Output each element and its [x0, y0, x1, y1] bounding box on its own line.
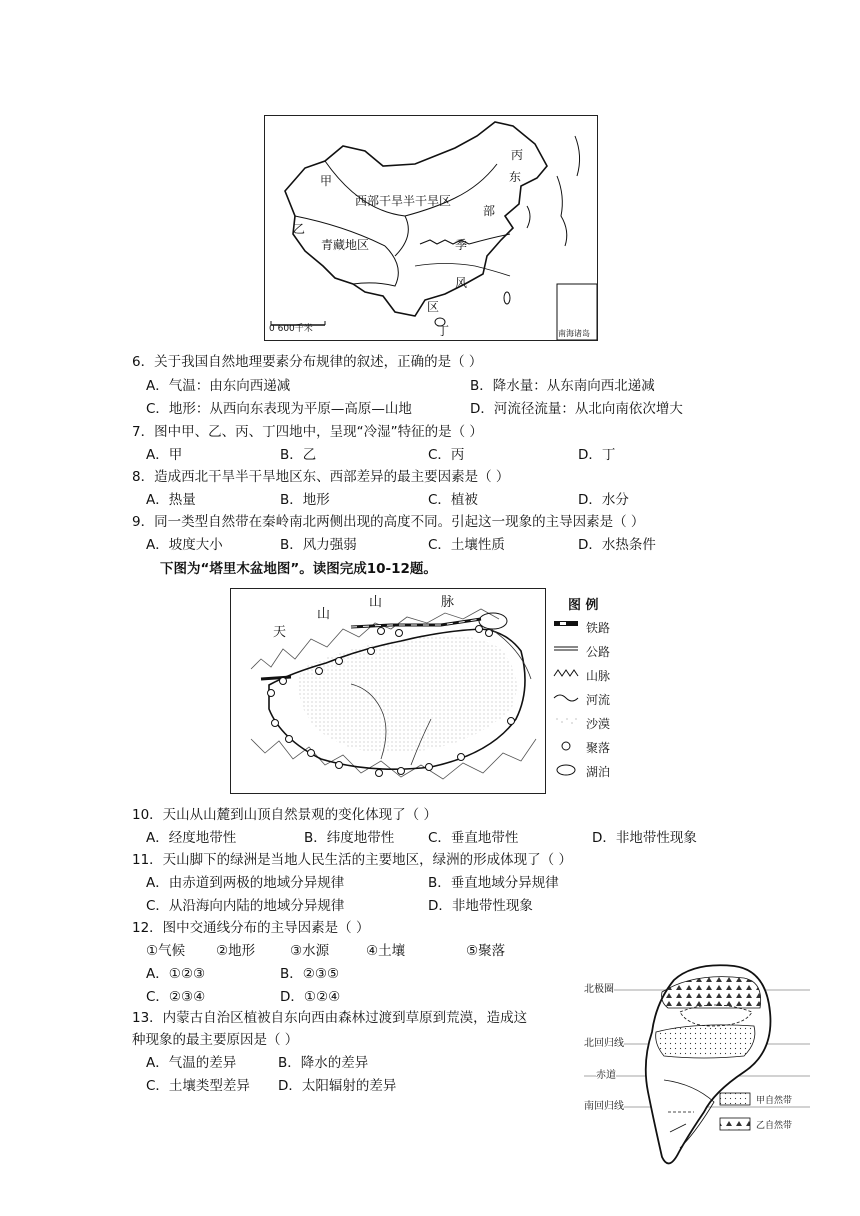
label-west-arid: 西部干旱半干旱区 — [355, 194, 452, 208]
q13-option-b: B．降水的差异 — [278, 1055, 369, 1071]
legend-zone-jia: 甲自然带 — [756, 1096, 793, 1106]
map-scale: 0 600千米 — [269, 324, 313, 334]
label-mai: 脉 — [441, 595, 455, 610]
legend-zone-yi: 乙自然带 — [756, 1121, 793, 1131]
label-ji: 季 — [455, 238, 468, 252]
q9-option-b: B．风力强弱 — [280, 537, 357, 553]
q8-stem: 8．造成西北干旱半干旱地区东、西部差异的最主要因素是（ ） — [132, 469, 510, 485]
label-tropic-capricorn: 南回归线 — [584, 1097, 624, 1112]
q13-option-d: D．太阳辐射的差异 — [278, 1078, 397, 1094]
continent-diagram — [584, 952, 810, 1184]
q10-option-c: C．垂直地带性 — [428, 830, 519, 846]
q12-factor-3: ③水源 — [290, 943, 330, 959]
legend-lake: 湖泊 — [586, 765, 611, 779]
legend-railway: 铁路 — [586, 621, 611, 635]
q12-option-c: C．②③④ — [146, 989, 206, 1005]
q12-factor-5: ⑤聚落 — [466, 943, 506, 959]
q7-option-a: A．甲 — [146, 447, 183, 463]
q9-option-a: A．坡度大小 — [146, 537, 223, 553]
label-ding: 丁 — [437, 324, 450, 338]
q11-option-c: C．从沿海向内陆的地域分异规律 — [146, 898, 345, 914]
legend-settlement: 聚落 — [586, 741, 611, 755]
inset-label: 南海诸岛 — [558, 329, 590, 338]
q13-stem-line1: 13．内蒙古自治区植被自东向西由森林过渡到草原到荒漠，造成这 — [132, 1010, 528, 1026]
legend-road: 公路 — [586, 645, 611, 659]
q6-option-c: C．地形：从西向东表现为平原—高原—山地 — [146, 401, 412, 417]
q10-option-a: A．经度地带性 — [146, 830, 237, 846]
q13-option-a: A．气温的差异 — [146, 1055, 237, 1071]
q13-option-c: C．土壤类型差异 — [146, 1078, 250, 1094]
legend-river: 河流 — [586, 693, 611, 707]
label-qingzang: 青藏地区 — [321, 238, 370, 252]
q12-option-d: D．①②④ — [280, 989, 341, 1005]
q7-option-d: D．丁 — [578, 447, 616, 463]
legend-symbols — [552, 616, 582, 806]
q7-option-c: C．丙 — [428, 447, 465, 463]
q11-option-d: D．非地带性现象 — [428, 898, 533, 914]
q8-option-c: C．植被 — [428, 492, 478, 508]
label-feng: 风 — [455, 276, 468, 290]
continent-drawing — [584, 952, 810, 1184]
q6-stem: 6．关于我国自然地理要素分布规律的叙述，正确的是（ ） — [132, 354, 483, 370]
q13-stem-line2: 种现象的最主要原因是（ ） — [132, 1032, 299, 1048]
q12-option-a: A．①②③ — [146, 966, 206, 982]
legend-title: 图 例 — [568, 598, 599, 613]
q9-stem: 9．同一类型自然带在秦岭南北两侧出现的高度不同。引起这一现象的主导因素是（ ） — [132, 514, 645, 530]
q8-option-a: A．热量 — [146, 492, 196, 508]
china-map — [264, 115, 598, 341]
label-arctic-circle: 北极圈 — [584, 980, 614, 995]
q12-stem: 12．图中交通线分布的主导因素是（ ） — [132, 920, 370, 936]
q10-stem: 10．天山从山麓到山顶自然景观的变化体现了（ ） — [132, 807, 437, 823]
q11-option-b: B．垂直地域分异规律 — [428, 875, 559, 891]
label-qu: 区 — [427, 300, 440, 314]
label-tian: 天 — [273, 625, 287, 640]
q11-stem: 11．天山脚下的绿洲是当地人民生活的主要地区，绿洲的形成体现了（ ） — [132, 852, 572, 868]
intro-note: 下图为“塔里木盆地图”。读图完成10-12题。 — [160, 561, 437, 577]
label-yi: 乙 — [293, 222, 306, 236]
label-tropic-cancer: 北回归线 — [584, 1034, 624, 1049]
q8-option-d: D．水分 — [578, 492, 629, 508]
q6-option-b: B．降水量：从东南向西北递减 — [470, 378, 655, 394]
tarim-legend — [548, 594, 628, 794]
q9-option-d: D．水热条件 — [578, 537, 656, 553]
tarim-map — [230, 588, 546, 794]
q12-factor-2: ②地形 — [216, 943, 256, 959]
q10-option-b: B．纬度地带性 — [304, 830, 395, 846]
q7-option-b: B．乙 — [280, 447, 317, 463]
q11-option-a: A．由赤道到两极的地域分异规律 — [146, 875, 345, 891]
tarim-map-drawing — [231, 589, 546, 794]
label-bing: 丙 — [511, 148, 524, 162]
label-bu: 部 — [483, 204, 496, 218]
q12-option-b: B．②③⑤ — [280, 966, 340, 982]
label-dong: 东 — [509, 170, 522, 184]
label-shan2: 山 — [369, 595, 383, 610]
q7-stem: 7．图中甲、乙、丙、丁四地中，呈现“冷湿”特征的是（ ） — [132, 424, 483, 440]
q12-factor-1: ①气候 — [146, 943, 186, 959]
label-jia: 甲 — [320, 174, 333, 188]
q10-option-d: D．非地带性现象 — [592, 830, 697, 846]
label-equator: 赤道 — [596, 1066, 616, 1081]
q6-option-a: A．气温：由东向西递减 — [146, 378, 291, 394]
legend-desert: 沙漠 — [586, 717, 611, 731]
q8-option-b: B．地形 — [280, 492, 330, 508]
q9-option-c: C．土壤性质 — [428, 537, 505, 553]
q6-option-d: D．河流径流量：从北向南依次增大 — [470, 401, 683, 417]
label-shan1: 山 — [317, 607, 331, 622]
q12-factor-4: ④土壤 — [366, 943, 406, 959]
legend-mountain: 山脉 — [586, 669, 611, 683]
